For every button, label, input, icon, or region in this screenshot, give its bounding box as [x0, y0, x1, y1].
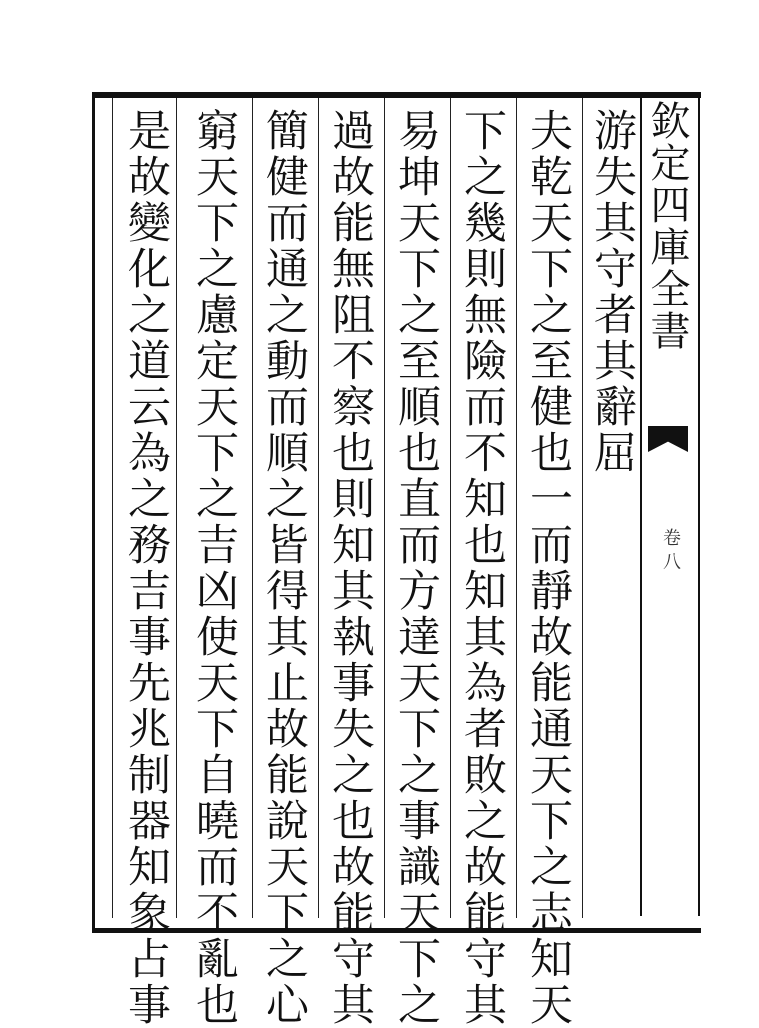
volume-label: 卷八 — [660, 528, 681, 576]
column-rule — [176, 98, 177, 918]
column-rule — [516, 98, 517, 918]
column-rule — [252, 98, 253, 918]
fold-rule-right — [698, 96, 700, 916]
text-column-5: 過故能無阻不察也則知其執事失之也故能守其 — [325, 108, 375, 1028]
text-column-1: 游失其守者其辭屈 — [587, 108, 637, 476]
text-column-7: 窮天下之慮定天下之吉凶使天下自曉而不亂也 — [189, 108, 239, 1028]
column-rule — [318, 98, 319, 918]
column-rule — [582, 98, 583, 918]
text-column-8: 是故變化之道云為之務吉事先兆制器知象占事 — [121, 108, 171, 1028]
text-column-2: 夫乾天下之至健也一而靜故能通天下之志知天 — [523, 108, 573, 1028]
column-rule — [450, 98, 451, 918]
text-column-4: 易坤天下之至順也直而方達天下之事識天下之 — [391, 108, 441, 1028]
fishtail-mark-icon — [648, 426, 688, 452]
column-rule — [112, 98, 113, 918]
column-rule — [384, 98, 385, 918]
text-column-6: 簡健而通之動而順之皆得其止故能說天下之心 — [259, 108, 309, 1028]
fold-strip — [640, 96, 698, 916]
text-column-3: 下之幾則無險而不知也知其為者敗之故能守其 — [457, 108, 507, 1028]
book-title: 欽定四庫全書 — [644, 100, 690, 352]
